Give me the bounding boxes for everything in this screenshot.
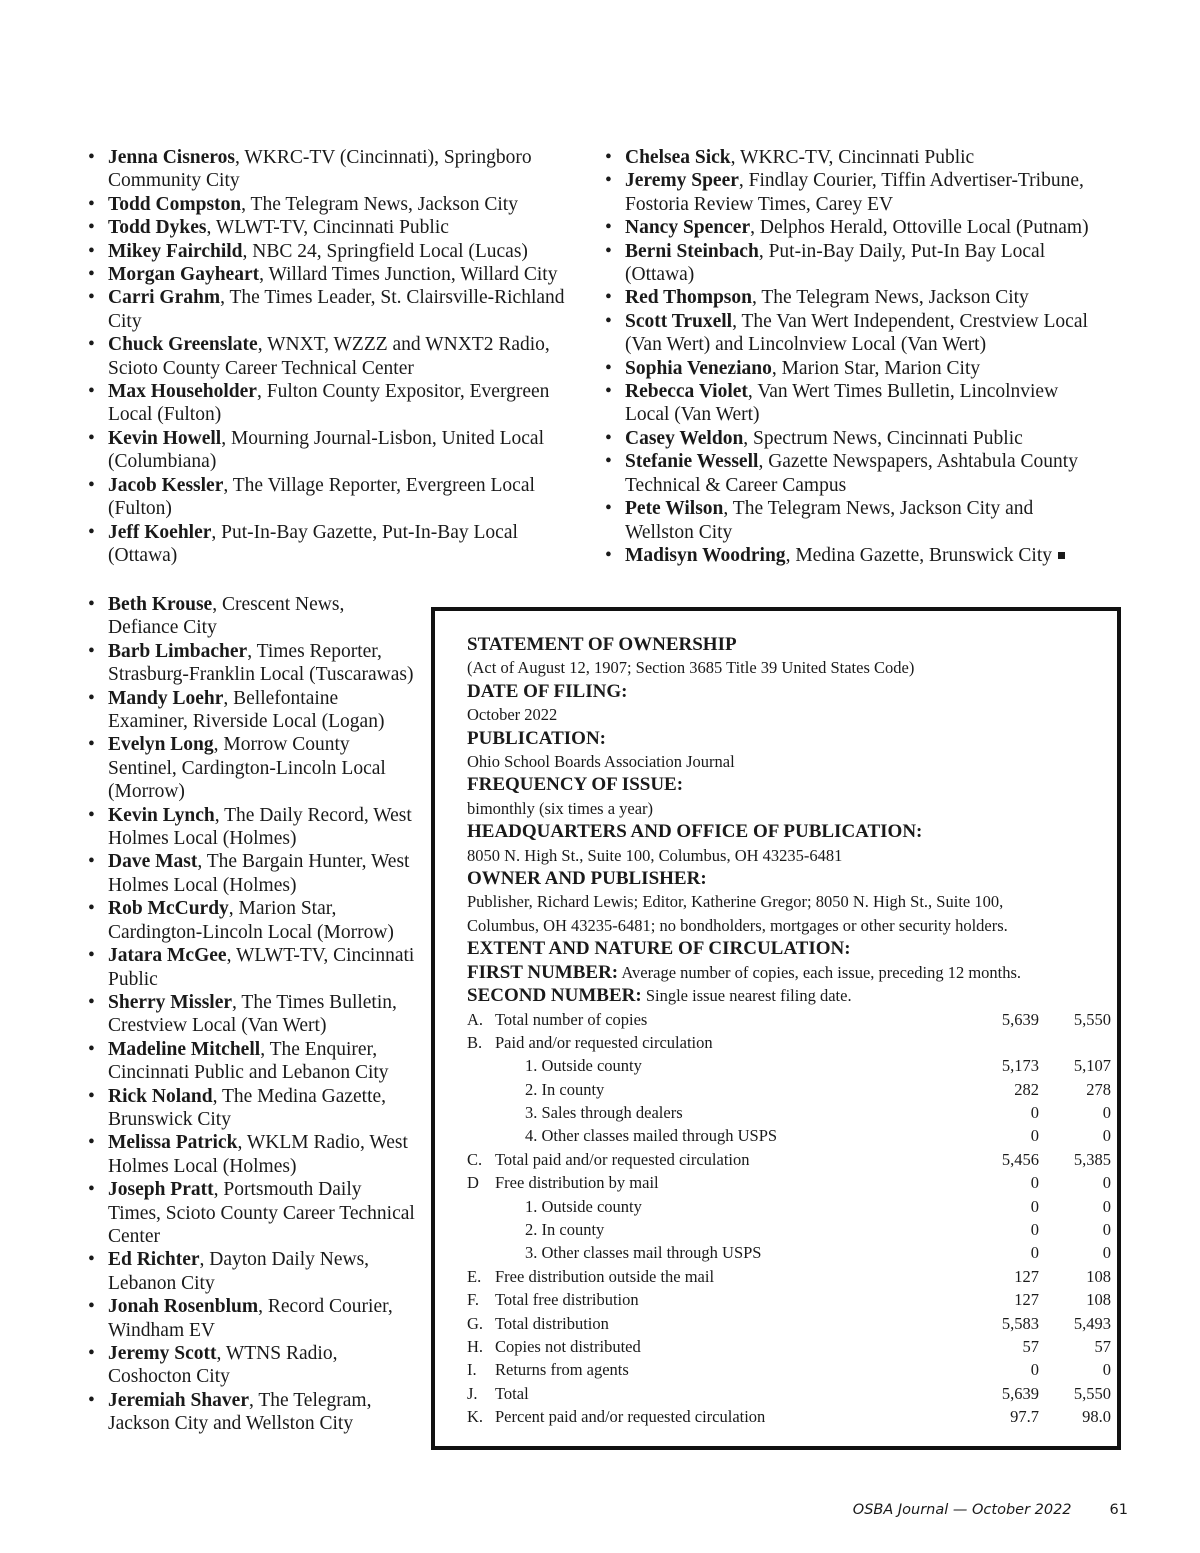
recipient-affiliation: , The Van Wert Independent, Crestview Local (Van Wert) and Lincolnview Local (Van Wert) <box>625 310 1088 356</box>
page-footer <box>853 1502 1128 1518</box>
recipient-affiliation: , The Daily Record, West Holmes Local (Holmes) <box>108 804 412 850</box>
circulation-row <box>467 1031 1107 1054</box>
second-number-value: 0 <box>1102 1360 1111 1380</box>
footer-journal-title: OSBA Journal — October 2022 <box>852 1502 1072 1518</box>
row-label-text: 2. In county <box>525 1079 605 1099</box>
row-label <box>495 1241 762 1264</box>
owner-publisher-line-1: Publisher, Richard Lewis; Editor, Katherine Gregor; 8050 N. High St., Suite 100, <box>467 892 1004 912</box>
second-number-label: SECOND NUMBER: <box>467 985 642 1007</box>
owner-publisher-label: OWNER AND PUBLISHER: <box>467 868 707 890</box>
row-label <box>495 1031 713 1054</box>
recipient-affiliation: , Fulton County Expositor, Evergreen Local (Fulton) <box>108 381 550 426</box>
row-label-text: 4. Other classes mailed through USPS <box>525 1126 778 1146</box>
circulation-row <box>467 1148 1111 1171</box>
row-label <box>495 1358 629 1381</box>
row-label <box>495 1078 604 1101</box>
second-number-value: 5,493 <box>1073 1313 1111 1333</box>
date-of-filing-label: DATE OF FILING: <box>467 680 628 702</box>
recipient-name: Dave Mast <box>108 851 198 873</box>
first-number-value: 127 <box>1014 1290 1039 1310</box>
row-letter: F. <box>467 1290 479 1310</box>
recipient-name: Evelyn Long <box>108 734 214 756</box>
row-label-text: Returns from agents <box>495 1360 629 1380</box>
circulation-row <box>467 1054 1111 1077</box>
recipient-name: Jeremy Scott <box>108 1343 217 1364</box>
row-label <box>495 1101 683 1124</box>
recipient-affiliation: , Van Wert Times Bulletin, Lincolnview Local (Van Wert) <box>625 381 1059 426</box>
award-list-item <box>605 427 1095 450</box>
second-number-line <box>467 984 1107 1007</box>
second-number-value: 0 <box>1102 1126 1111 1146</box>
second-number-text: Single issue nearest filing date. <box>641 986 852 1006</box>
row-label <box>495 1312 609 1335</box>
recipient-affiliation: , The Telegram, Jackson City and Wellston City <box>108 1389 372 1435</box>
award-list-item <box>605 216 1095 239</box>
recipient-name: Pete Wilson <box>625 498 724 520</box>
second-number-value: 108 <box>1086 1266 1111 1286</box>
statement-content <box>467 633 1111 1429</box>
row-label <box>495 1265 714 1288</box>
recipient-name: Red Thompson <box>625 287 752 309</box>
second-number-value: 5,385 <box>1073 1149 1111 1169</box>
recipient-affiliation: , Marion Star, Marion City <box>771 357 981 379</box>
row-label <box>495 1124 777 1147</box>
award-list-right <box>605 146 1095 567</box>
row-label-text: Total free distribution <box>495 1290 639 1310</box>
award-list-item <box>88 474 578 521</box>
award-list-item <box>88 897 418 944</box>
recipient-name: Kevin Howell <box>108 427 222 449</box>
award-list-item <box>88 640 418 687</box>
circulation-row <box>467 1008 1111 1031</box>
recipient-name: Melissa Patrick <box>108 1132 238 1154</box>
recipient-affiliation: , The Telegram News, Jackson City <box>751 287 1029 309</box>
recipient-affiliation: , WKRC-TV (Cincinnati), Springboro Community City <box>108 147 532 192</box>
circulation-row <box>467 1241 1111 1264</box>
recipient-name: Jenna Cisneros <box>108 147 235 168</box>
recipient-name: Madisyn Woodring <box>625 544 786 566</box>
row-letter: B. <box>467 1032 483 1052</box>
owner-publisher-line-2: Columbus, OH 43235-6481; no bondholders, mortgages or other security holders. <box>467 915 1008 935</box>
second-number-value: 0 <box>1102 1196 1111 1216</box>
circulation-row <box>467 1124 1111 1147</box>
frequency-value: bimonthly (six times a year) <box>467 798 654 818</box>
award-list-left-bottom <box>88 593 418 1436</box>
recipient-name: Joseph Pratt <box>108 1179 214 1201</box>
second-number-value: 0 <box>1102 1220 1111 1240</box>
first-number-value: 0 <box>1030 1196 1039 1216</box>
award-list-item <box>88 521 578 568</box>
page-number: 61 <box>1109 1502 1128 1518</box>
recipient-name: Sherry Missler <box>108 991 233 1013</box>
award-list-item <box>88 146 578 193</box>
award-list-item <box>88 944 418 991</box>
recipient-affiliation: , Portsmouth Daily Times, Scioto County Career Technical Center <box>108 1179 415 1247</box>
recipient-name: Jonah Rosenblum <box>108 1296 259 1318</box>
award-list-item <box>88 593 418 640</box>
recipient-name: Sophia Veneziano <box>625 357 772 379</box>
first-number-value: 0 <box>1030 1126 1039 1146</box>
recipient-affiliation: , Record Courier, Windham EV <box>108 1296 393 1341</box>
recipient-name: Mandy Loehr <box>108 687 224 709</box>
headquarters-label: HEADQUARTERS AND OFFICE OF PUBLICATION: <box>467 821 923 843</box>
recipient-affiliation: , NBC 24, Springfield Local (Lucas) <box>242 240 528 262</box>
circulation-row <box>467 1101 1111 1124</box>
award-list-item <box>605 357 1095 380</box>
row-label-text: 1. Outside county <box>525 1056 642 1076</box>
award-list-item <box>88 286 578 333</box>
award-list-item <box>605 497 1095 544</box>
recipient-name: Ed Richter <box>108 1249 200 1271</box>
circulation-row <box>467 1288 1111 1311</box>
row-label-text: Free distribution by mail <box>495 1173 659 1193</box>
row-label-text: Total paid and/or requested circulation <box>495 1149 750 1169</box>
recipient-affiliation: , WNXT, WZZZ and WNXT2 Radio, Scioto County Career Technical Center <box>108 334 550 379</box>
recipient-affiliation: , The Village Reporter, Evergreen Local (Fulton) <box>108 474 535 520</box>
recipient-name: Jacob Kessler <box>108 474 224 496</box>
award-list-item <box>605 380 1095 427</box>
circulation-row <box>467 1078 1111 1101</box>
frequency-label: FREQUENCY OF ISSUE: <box>467 774 684 796</box>
recipient-name: Jeremy Speer <box>625 170 739 192</box>
award-list-item <box>605 544 1095 567</box>
recipient-name: Todd Compston <box>108 193 242 215</box>
circulation-row <box>467 1218 1111 1241</box>
award-list-item <box>88 991 418 1038</box>
row-label <box>495 1405 765 1428</box>
award-list-item <box>605 146 1095 169</box>
recipient-affiliation: , Gazette Newspapers, Ashtabula County Technical & Career Campus <box>625 451 1078 496</box>
recipient-name: Casey Weldon <box>625 427 744 449</box>
headquarters-value: 8050 N. High St., Suite 100, Columbus, OH 43235-6481 <box>467 845 843 865</box>
first-number-label: FIRST NUMBER: <box>467 961 619 983</box>
recipient-name: Rick Noland <box>108 1085 213 1107</box>
circulation-row <box>467 1171 1111 1194</box>
row-letter: I. <box>467 1360 477 1380</box>
recipient-affiliation: , Morrow County Sentinel, Cardington-Lincoln Local (Morrow) <box>108 734 386 803</box>
first-number-value: 127 <box>1014 1266 1039 1286</box>
first-number-text: Average number of copies, each issue, preceding 12 months. <box>618 962 1022 982</box>
first-number-value: 57 <box>1022 1336 1039 1356</box>
recipient-name: Jeff Koehler <box>108 521 212 543</box>
second-number-value: 5,107 <box>1073 1056 1111 1076</box>
recipient-affiliation: , Marion Star, Cardington-Lincoln Local (Morrow) <box>108 898 394 943</box>
award-list-item <box>88 1389 418 1436</box>
award-list-item <box>88 733 418 803</box>
award-list-item <box>88 216 578 239</box>
circulation-row <box>467 1265 1111 1288</box>
recipient-affiliation: , Willard Times Junction, Willard City <box>259 264 558 286</box>
row-letter: G. <box>467 1313 484 1333</box>
first-number-value: 0 <box>1030 1243 1039 1263</box>
circulation-row <box>467 1358 1111 1381</box>
recipient-name: Beth Krouse <box>108 594 213 615</box>
award-list-item <box>88 1085 418 1132</box>
second-number-value: 5,550 <box>1073 1383 1111 1403</box>
circulation-row <box>467 1382 1111 1405</box>
recipient-affiliation: , WKRC-TV, Cincinnati Public <box>730 147 975 168</box>
recipient-affiliation: , The Times Bulletin, Crestview Local (Van Wert) <box>108 991 397 1037</box>
award-list-item <box>88 240 578 263</box>
circulation-row <box>467 1195 1111 1218</box>
recipient-name: Chuck Greenslate <box>108 334 258 356</box>
first-number-value: 282 <box>1014 1079 1039 1099</box>
extent-circulation-label: EXTENT AND NATURE OF CIRCULATION: <box>467 938 851 960</box>
award-list-item <box>88 687 418 734</box>
publication-label: PUBLICATION: <box>467 727 606 749</box>
statement-title: STATEMENT OF OWNERSHIP <box>467 634 737 655</box>
row-letter: A. <box>467 1009 484 1029</box>
first-number-value: 5,639 <box>1001 1009 1039 1029</box>
second-number-value: 0 <box>1102 1243 1111 1263</box>
first-number-value: 5,639 <box>1001 1383 1039 1403</box>
row-letter: D <box>467 1173 479 1193</box>
recipient-affiliation: , WLWT-TV, Cincinnati Public <box>108 945 415 990</box>
row-label <box>495 1195 642 1218</box>
row-label-text: Total distribution <box>495 1313 609 1333</box>
recipient-affiliation: , Spectrum News, Cincinnati Public <box>743 427 1023 449</box>
recipient-name: Barb Limbacher <box>108 640 248 662</box>
statement-of-ownership-box <box>431 607 1121 1450</box>
recipient-affiliation: , Put-in-Bay Daily, Put-In Bay Local (Ottawa) <box>625 240 1046 286</box>
recipient-affiliation: , Findlay Courier, Tiffin Advertiser-Tribune, Fostoria Review Times, Carey EV <box>625 170 1084 215</box>
award-list-item <box>88 850 418 897</box>
row-label-text: Percent paid and/or requested circulation <box>495 1407 766 1427</box>
recipient-affiliation: , The Enquirer, Cincinnati Public and Lebanon City <box>108 1038 389 1084</box>
recipient-name: Jatara McGee <box>108 945 227 967</box>
award-list-item <box>605 450 1095 497</box>
recipient-name: Carri Grahm <box>108 287 221 309</box>
first-number-value: 0 <box>1030 1360 1039 1380</box>
publication-value: Ohio School Boards Association Journal <box>467 752 735 772</box>
award-list-item <box>605 169 1095 216</box>
award-list-item <box>88 193 578 216</box>
circulation-row <box>467 1405 1111 1428</box>
first-number-value: 5,456 <box>1001 1149 1039 1169</box>
end-of-story-mark <box>1058 552 1065 559</box>
row-label-text: Free distribution outside the mail <box>495 1266 715 1286</box>
recipient-affiliation: , Put-In-Bay Gazette, Put-In-Bay Local (Ottawa) <box>108 521 518 566</box>
recipient-affiliation: , The Telegram News, Jackson City <box>241 193 518 215</box>
second-number-value: 0 <box>1102 1173 1111 1193</box>
row-label <box>495 1054 642 1077</box>
statement-act: (Act of August 12, 1907; Section 3685 Title 39 United States Code) <box>467 658 915 678</box>
row-label-text: Copies not distributed <box>495 1336 641 1356</box>
circulation-row <box>467 1335 1111 1358</box>
recipient-affiliation: , WTNS Radio, Coshocton City <box>108 1343 338 1388</box>
recipient-affiliation: , Mourning Journal-Lisbon, United Local (Columbiana) <box>108 427 544 473</box>
recipient-name: Morgan Gayheart <box>108 264 260 286</box>
row-label-text: 1. Outside county <box>525 1196 642 1216</box>
award-list-item <box>88 1248 418 1295</box>
row-letter: J. <box>467 1383 478 1403</box>
row-label <box>495 1382 529 1405</box>
recipient-affiliation: , Times Reporter, Strasburg-Franklin Local (Tuscarawas) <box>108 640 414 686</box>
award-list-item <box>88 427 578 474</box>
award-list-item <box>605 286 1095 309</box>
second-number-value: 108 <box>1086 1290 1111 1310</box>
row-label <box>495 1171 659 1194</box>
recipient-affiliation: , The Bargain Hunter, West Holmes Local (Holmes) <box>108 851 410 896</box>
row-label <box>495 1335 641 1358</box>
recipient-affiliation: , The Times Leader, St. Clairsville-Richland City <box>108 287 565 332</box>
circulation-row <box>467 1312 1111 1335</box>
recipient-name: Mikey Fairchild <box>108 240 243 262</box>
recipient-name: Stefanie Wessell <box>625 451 759 473</box>
row-letter: C. <box>467 1149 483 1169</box>
recipient-affiliation: , The Medina Gazette, Brunswick City <box>108 1085 387 1130</box>
row-label-text: 3. Other classes mail through USPS <box>525 1243 762 1263</box>
recipient-name: Berni Steinbach <box>625 240 759 262</box>
row-label <box>495 1288 639 1311</box>
second-number-value: 57 <box>1094 1336 1111 1356</box>
first-number-value: 97.7 <box>1010 1407 1039 1427</box>
recipient-name: Rebecca Violet <box>625 381 748 403</box>
row-label-text: 2. In county <box>525 1220 605 1240</box>
recipient-affiliation: , Dayton Daily News, Lebanon City <box>108 1249 370 1294</box>
award-list-item <box>88 380 578 427</box>
recipient-name: Madeline Mitchell <box>108 1038 261 1060</box>
row-label-text: 3. Sales through dealers <box>525 1103 683 1123</box>
first-number-value: 0 <box>1030 1173 1039 1193</box>
award-list-item <box>88 1342 418 1389</box>
recipient-name: Scott Truxell <box>625 310 733 332</box>
first-number-value: 0 <box>1030 1220 1039 1240</box>
award-list-item <box>88 1178 418 1248</box>
award-list-item <box>605 240 1095 287</box>
row-label <box>495 1008 647 1031</box>
recipient-name: Todd Dykes <box>108 217 207 239</box>
row-letter: H. <box>467 1336 484 1356</box>
award-list-item <box>88 263 578 286</box>
recipient-affiliation: , WKLM Radio, West Holmes Local (Holmes) <box>108 1132 408 1177</box>
recipient-name: Max Householder <box>108 381 257 403</box>
award-list-item <box>88 1131 418 1178</box>
first-number-value: 5,583 <box>1001 1313 1039 1333</box>
award-list-item <box>605 310 1095 357</box>
row-label-text: Paid and/or requested circulation <box>495 1032 713 1052</box>
second-number-value: 0 <box>1102 1103 1111 1123</box>
first-number-line <box>467 961 1107 984</box>
recipient-affiliation: , The Telegram News, Jackson City and Wellston City <box>625 498 1034 543</box>
award-list-item <box>88 804 418 851</box>
recipient-affiliation: , Crescent News, Defiance City <box>108 594 345 639</box>
award-list-item <box>88 1295 418 1342</box>
row-letter: K. <box>467 1407 484 1427</box>
recipient-name: Chelsea Sick <box>625 147 731 168</box>
award-list-item <box>88 333 578 380</box>
second-number-value: 278 <box>1086 1079 1111 1099</box>
row-label-text: Total <box>495 1383 529 1403</box>
recipient-name: Kevin Lynch <box>108 804 215 826</box>
recipient-affiliation: , Medina Gazette, Brunswick City <box>785 544 1053 566</box>
recipient-affiliation: , WLWT-TV, Cincinnati Public <box>206 217 449 239</box>
circulation-table <box>467 1008 1111 1429</box>
date-of-filing-value: October 2022 <box>467 705 558 725</box>
first-number-value: 0 <box>1030 1103 1039 1123</box>
recipient-name: Rob McCurdy <box>108 898 229 920</box>
row-label <box>495 1148 750 1171</box>
row-label <box>495 1218 604 1241</box>
second-number-value: 5,550 <box>1073 1009 1111 1029</box>
award-list-left-top <box>88 146 578 567</box>
award-list-item <box>88 1038 418 1085</box>
row-label-text: Total number of copies <box>495 1009 648 1029</box>
recipient-name: Nancy Spencer <box>625 217 751 239</box>
second-number-value: 98.0 <box>1082 1407 1111 1427</box>
recipient-affiliation: , Delphos Herald, Ottoville Local (Putnam) <box>750 217 1089 239</box>
recipient-name: Jeremiah Shaver <box>108 1389 249 1411</box>
first-number-value: 5,173 <box>1001 1056 1039 1076</box>
row-letter: E. <box>467 1266 482 1286</box>
recipient-affiliation: , Bellefontaine Examiner, Riverside Local (Logan) <box>108 687 385 733</box>
